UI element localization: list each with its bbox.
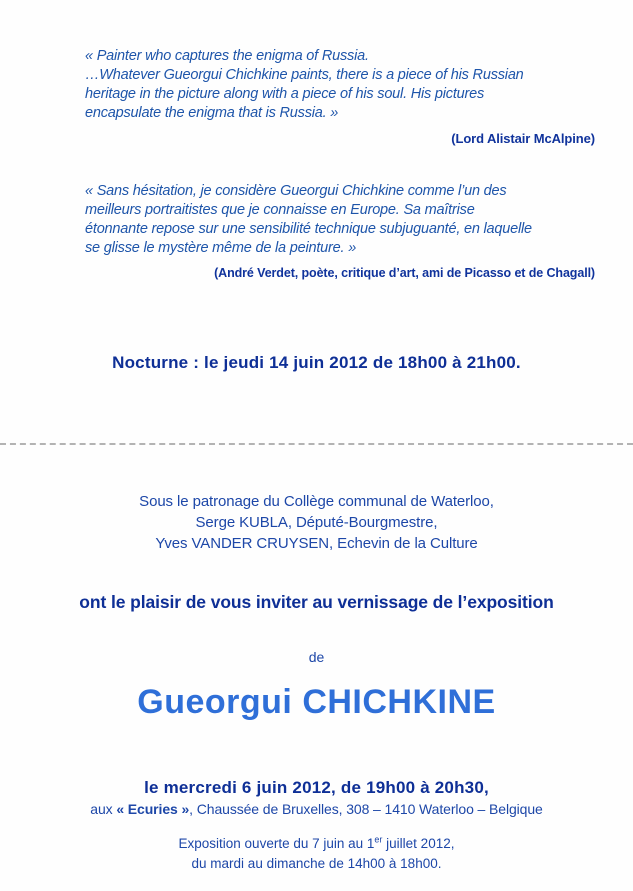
venue-prefix: aux (90, 801, 117, 817)
venue-suffix: , Chaussée de Bruxelles, 308 – 1410 Waterloo – Belgique (189, 801, 543, 817)
quote-line: « Painter who captures the enigma of Russia. (85, 48, 369, 64)
opening-dates-post: juillet 2012, (382, 836, 455, 851)
attribution-french: (André Verdet, poète, critique d’art, ami de Picasso et de Chagall) (214, 266, 595, 280)
quote-english (85, 47, 603, 123)
quote-line: étonnante repose sur une sensibilité technique subjuguanté, en laquelle (85, 221, 532, 237)
quote-line: …Whatever Gueorgui Chichkine paints, there is a piece of his Russian (85, 67, 524, 83)
opening-hours-line: du mardi au dimanche de 14h00 à 18h00. (191, 856, 442, 871)
artist-name: Gueorgui CHICHKINE (137, 683, 496, 721)
nocturne-line: Nocturne : le jeudi 14 juin 2012 de 18h00 à 21h00. (112, 353, 521, 372)
quote-line: heritage in the picture along with a piece of his soul. His pictures (85, 86, 485, 102)
quote-french (85, 182, 603, 258)
opening-dates-pre: Exposition ouverte du 7 juin au 1 (178, 836, 375, 851)
ordinal-superscript: er (374, 834, 383, 845)
dashed-divider (0, 443, 633, 445)
patronage-line: Yves VANDER CRUYSEN, Echevin de la Culture (155, 535, 478, 552)
venue-address (0, 801, 633, 817)
patronage-block (0, 491, 633, 554)
quote-line: meilleurs portraitistes que je connaisse en Europe. Sa maîtrise (85, 202, 475, 218)
patronage-line: Serge KUBLA, Député-Bourgmestre, (195, 514, 438, 531)
event-datetime: le mercredi 6 juin 2012, de 19h00 à 20h30, (144, 778, 489, 797)
patronage-line: Sous le patronage du Collège communal de Waterloo, (139, 493, 494, 510)
de-line: de (308, 649, 325, 665)
venue-name: « Ecuries » (116, 801, 190, 817)
attribution-english: (Lord Alistair McAlpine) (451, 131, 595, 146)
quote-line: « Sans hésitation, je considère Gueorgui Chichkine comme l’un des (85, 183, 507, 199)
quote-line: se glisse le mystère même de la peinture. » (85, 240, 357, 256)
quote-line: encapsulate the enigma that is Russia. » (85, 105, 339, 121)
invitation-line: ont le plaisir de vous inviter au vernissage de l’exposition (79, 592, 554, 612)
opening-dates-line (0, 836, 633, 851)
